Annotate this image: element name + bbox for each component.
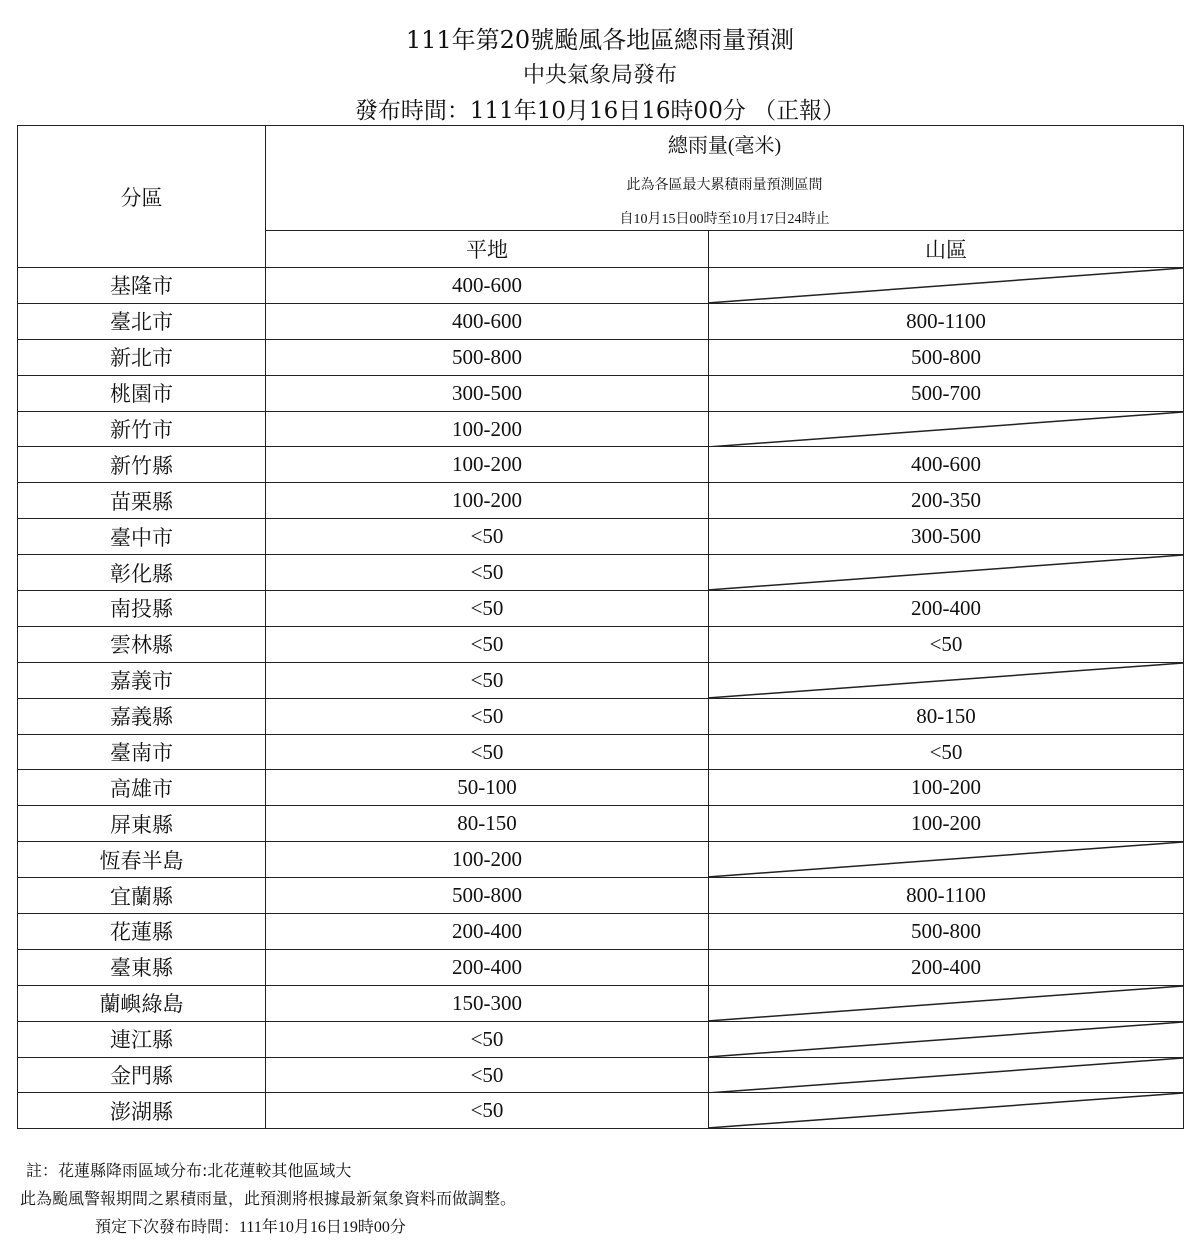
mountain-value-cell: 200-350 [709, 483, 1184, 519]
table-row [18, 555, 1184, 591]
region-cell: 臺南市 [18, 734, 266, 770]
region-cell: 新北市 [18, 339, 266, 375]
table-row [18, 770, 1184, 806]
total-rainfall-note: 此為各區最大累積雨量預測區間 [626, 176, 823, 193]
plain-value-cell: <50 [266, 662, 709, 698]
plain-value-cell: 300-500 [266, 375, 709, 411]
issuer-line: 中央氣象局發布 [522, 63, 677, 88]
region-cell: 嘉義市 [18, 662, 266, 698]
plain-value-cell: <50 [266, 734, 709, 770]
diagonal-slash [709, 555, 1183, 590]
table-row [18, 698, 1184, 734]
total-rainfall-label: 總雨量(毫米) [667, 134, 782, 157]
table-row [18, 268, 1184, 304]
region-cell: 臺中市 [18, 519, 266, 555]
region-cell: 新竹市 [18, 411, 266, 447]
region-cell: 宜蘭縣 [18, 878, 266, 914]
table-row [18, 519, 1184, 555]
table-row [18, 411, 1184, 447]
region-cell: 桃園市 [18, 375, 266, 411]
plain-value-cell: 500-800 [266, 878, 709, 914]
plain-value-cell: <50 [266, 1021, 709, 1057]
mountain-value-cell: 200-400 [709, 949, 1184, 985]
diagonal-slash [709, 1022, 1183, 1057]
plain-value-cell: 150-300 [266, 985, 709, 1021]
region-cell: 南投縣 [18, 591, 266, 627]
plain-value-cell: 100-200 [266, 483, 709, 519]
mountain-value-cell: 500-800 [709, 914, 1184, 950]
mountain-value-cell: 400-600 [709, 447, 1184, 483]
plain-value-cell: 100-200 [266, 842, 709, 878]
region-cell: 基隆市 [18, 268, 266, 304]
mountain-value-cell: 300-500 [709, 519, 1184, 555]
table-row [18, 1093, 1184, 1129]
region-cell: 澎湖縣 [18, 1093, 266, 1129]
mountain-value-cell: 100-200 [709, 770, 1184, 806]
diagonal-slash [709, 663, 1183, 698]
plain-value-cell: <50 [266, 1057, 709, 1093]
plain-value-cell: 500-800 [266, 339, 709, 375]
mountain-not-applicable-cell [709, 1021, 1184, 1057]
rainfall-table [17, 125, 1184, 1129]
mountain-value-cell: 100-200 [709, 806, 1184, 842]
table-row [18, 1021, 1184, 1057]
mountain-value-cell: 500-700 [709, 375, 1184, 411]
table-row [18, 914, 1184, 950]
region-cell: 彰化縣 [18, 555, 266, 591]
table-row [18, 591, 1184, 627]
region-cell: 恆春半島 [18, 842, 266, 878]
region-cell: 雲林縣 [18, 626, 266, 662]
table-row [18, 842, 1184, 878]
region-cell: 蘭嶼綠島 [18, 985, 266, 1021]
table-row [18, 985, 1184, 1021]
footnote-disclaimer: 此為颱風警報期間之累積雨量，此預測將根據最新氣象資料而做調整。 [20, 1189, 517, 1208]
table-row [18, 734, 1184, 770]
total-rainfall-period: 自10月15日00時至10月17日24時止 [619, 211, 830, 227]
table-row [18, 662, 1184, 698]
region-cell: 花蓮縣 [18, 914, 266, 950]
plain-value-cell: 100-200 [266, 447, 709, 483]
region-cell: 屏東縣 [18, 806, 266, 842]
table-row [18, 483, 1184, 519]
mountain-value-cell: <50 [709, 626, 1184, 662]
document-title: 111年第20號颱風各地區總雨量預測 [405, 26, 795, 54]
region-cell: 臺北市 [18, 303, 266, 339]
plain-value-cell: 400-600 [266, 303, 709, 339]
table-row [18, 339, 1184, 375]
mountain-not-applicable-cell [709, 985, 1184, 1021]
footnote-hualien: 註：花蓮縣降雨區域分布:北花蓮較其他區域大 [26, 1161, 352, 1180]
table-row [18, 806, 1184, 842]
plain-value-cell: 200-400 [266, 949, 709, 985]
plain-value-cell: <50 [266, 591, 709, 627]
table-row [18, 447, 1184, 483]
plain-value-cell: <50 [266, 1093, 709, 1129]
mountain-not-applicable-cell [709, 1093, 1184, 1129]
plain-value-cell: <50 [266, 626, 709, 662]
diagonal-slash [709, 412, 1183, 447]
diagonal-slash [709, 986, 1183, 1021]
mountain-value-cell: 500-800 [709, 339, 1184, 375]
mountain-header: 山區 [709, 231, 1184, 268]
mountain-value-cell: 80-150 [709, 698, 1184, 734]
mountain-not-applicable-cell [709, 662, 1184, 698]
region-cell: 臺東縣 [18, 949, 266, 985]
plain-value-cell: 100-200 [266, 411, 709, 447]
diagonal-slash [709, 268, 1183, 303]
table-row [18, 1057, 1184, 1093]
mountain-value-cell: 200-400 [709, 591, 1184, 627]
mountain-not-applicable-cell [709, 1057, 1184, 1093]
plain-value-cell: <50 [266, 698, 709, 734]
mountain-not-applicable-cell [709, 555, 1184, 591]
table-row [18, 303, 1184, 339]
table-row [18, 375, 1184, 411]
table-row [18, 878, 1184, 914]
mountain-not-applicable-cell [709, 842, 1184, 878]
plain-value-cell: <50 [266, 519, 709, 555]
mountain-value-cell: 800-1100 [709, 878, 1184, 914]
issue-time: 發布時間：111年10月16日16時00分 （正報） [354, 98, 846, 124]
plain-value-cell: 200-400 [266, 914, 709, 950]
mountain-not-applicable-cell [709, 268, 1184, 304]
plain-value-cell: 400-600 [266, 268, 709, 304]
header-row [18, 126, 1184, 231]
region-cell: 嘉義縣 [18, 698, 266, 734]
region-cell: 金門縣 [18, 1057, 266, 1093]
next-issue-time: 預定下次發布時間：111年10月16日19時00分 [95, 1219, 406, 1236]
region-cell: 新竹縣 [18, 447, 266, 483]
plain-value-cell: 80-150 [266, 806, 709, 842]
total-rainfall-header [266, 126, 1184, 231]
plain-header: 平地 [266, 231, 709, 268]
diagonal-slash [709, 842, 1183, 877]
region-cell: 苗栗縣 [18, 483, 266, 519]
mountain-value-cell: 800-1100 [709, 303, 1184, 339]
plain-value-cell: 50-100 [266, 770, 709, 806]
diagonal-slash [709, 1058, 1183, 1093]
mountain-not-applicable-cell [709, 411, 1184, 447]
region-header: 分區 [18, 126, 266, 268]
plain-value-cell: <50 [266, 555, 709, 591]
region-cell: 高雄市 [18, 770, 266, 806]
table-row [18, 626, 1184, 662]
region-cell: 連江縣 [18, 1021, 266, 1057]
table-row [18, 949, 1184, 985]
diagonal-slash [709, 1093, 1183, 1128]
mountain-value-cell: <50 [709, 734, 1184, 770]
